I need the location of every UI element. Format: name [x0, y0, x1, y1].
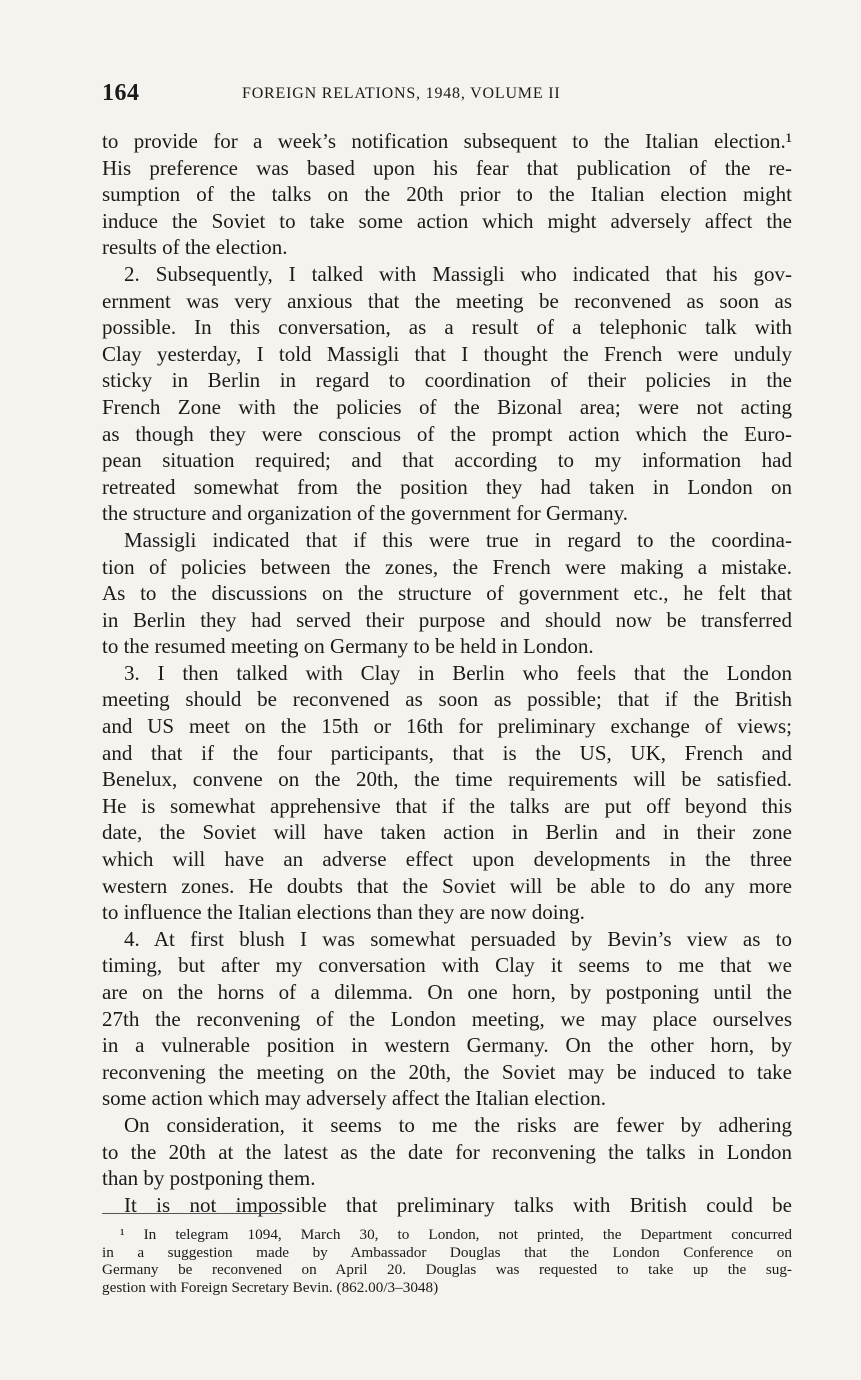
text-line: and that if the four participants, that is the US, UK, French and	[102, 740, 792, 765]
text-line: 4. At first blush I was somewhat persuaded by Bevin’s view as to	[124, 926, 792, 951]
text-line: reconvening the meeting on the 20th, the Soviet may be induced to take	[102, 1059, 792, 1084]
text-line: to influence the Italian elections than they are now doing.	[102, 900, 585, 925]
text-line: than by postponing them.	[102, 1166, 316, 1191]
text-line: results of the election.	[102, 235, 288, 260]
text-line: in Berlin they had served their purpose and should now be transferred	[102, 607, 792, 632]
text-line: sticky in Berlin in regard to coordination of their policies in the	[102, 368, 792, 393]
footnote-line: in a suggestion made by Ambassador Douglas that the London Conference on	[102, 1243, 792, 1261]
page-header	[102, 80, 792, 110]
text-line: some action which may adversely affect the Italian election.	[102, 1086, 606, 1111]
text-line: pean situation required; and that according to my information had	[102, 448, 792, 473]
text-line: As to the discussions on the structure of government etc., he felt that	[102, 581, 792, 606]
text-line: On consideration, it seems to me the risks are fewer by adhering	[124, 1112, 792, 1137]
text-line: date, the Soviet will have taken action in Berlin and in their zone	[102, 820, 792, 845]
text-line: French Zone with the policies of the Bizonal area; were not acting	[102, 394, 792, 419]
footnote-line: Germany be reconvened on April 20. Douglas was requested to take up the sug-	[102, 1261, 792, 1278]
footnote	[102, 1226, 792, 1296]
text-line: in a vulnerable position in western Germany. On the other horn, by	[102, 1033, 792, 1058]
text-line: 3. I then talked with Clay in Berlin who feels that the London	[124, 660, 792, 685]
text-line: tion of policies between the zones, the French were making a mistake.	[102, 554, 792, 579]
text-line: retreated somewhat from the position they had taken in London on	[102, 474, 792, 499]
text-line: are on the horns of a dilemma. On one horn, by postponing until the	[102, 980, 792, 1004]
text-line: His preference was based upon his fear that publication of the re-	[102, 155, 792, 180]
text-line: to the 20th at the latest as the date for reconvening the talks in London	[102, 1139, 792, 1164]
footnote-line: gestion with Foreign Secretary Bevin. (862.00/3–3048)	[102, 1278, 439, 1296]
text-line: He is somewhat apprehensive that if the talks are put off beyond this	[102, 793, 792, 818]
text-line: 2. Subsequently, I talked with Massigli who indicated that his gov-	[124, 261, 792, 286]
text-line: It is not impossible that preliminary talks with British could be	[124, 1192, 792, 1217]
text-line: meeting should be reconvened as soon as possible; that if the British	[102, 687, 792, 712]
text-line: timing, but after my conversation with Clay it seems to me that we	[102, 953, 792, 978]
footnote-rule	[102, 1213, 282, 1214]
running-head: FOREIGN RELATIONS, 1948, VOLUME II	[242, 85, 561, 102]
text-line: ernment was very anxious that the meeting be reconvened as soon as	[102, 288, 792, 313]
text-line: and US meet on the 15th or 16th for preliminary exchange of views;	[102, 714, 792, 739]
text-line: as though they were conscious of the prompt action which the Euro-	[102, 421, 792, 446]
text-line: Clay yesterday, I told Massigli that I thought the French were unduly	[102, 341, 792, 366]
text-line: the structure and organization of the government for Germany.	[102, 501, 628, 526]
text-line: western zones. He doubts that the Soviet will be able to do any more	[102, 873, 792, 898]
text-line: Massigli indicated that if this were true in regard to the coordina-	[124, 527, 792, 552]
text-line: Benelux, convene on the 20th, the time requirements will be satisfied.	[102, 767, 792, 792]
body-text	[102, 128, 792, 1218]
text-line: 27th the reconvening of the London meeting, we may place ourselves	[102, 1006, 792, 1031]
page-number: 164	[102, 80, 140, 106]
text-line: possible. In this conversation, as a result of a telephonic talk with	[102, 315, 792, 340]
text-line: to provide for a week’s notification subsequent to the Italian election.¹	[102, 129, 792, 153]
text-line: which will have an adverse effect upon developments in the three	[102, 847, 792, 872]
text-line: sumption of the talks on the 20th prior to the Italian election might	[102, 182, 792, 207]
footnote-line: ¹ In telegram 1094, March 30, to London, not printed, the Department concurred	[120, 1226, 792, 1243]
text-line: to the resumed meeting on Germany to be held in London.	[102, 634, 594, 659]
text-line: induce the Soviet to take some action which might adversely affect the	[102, 208, 792, 233]
